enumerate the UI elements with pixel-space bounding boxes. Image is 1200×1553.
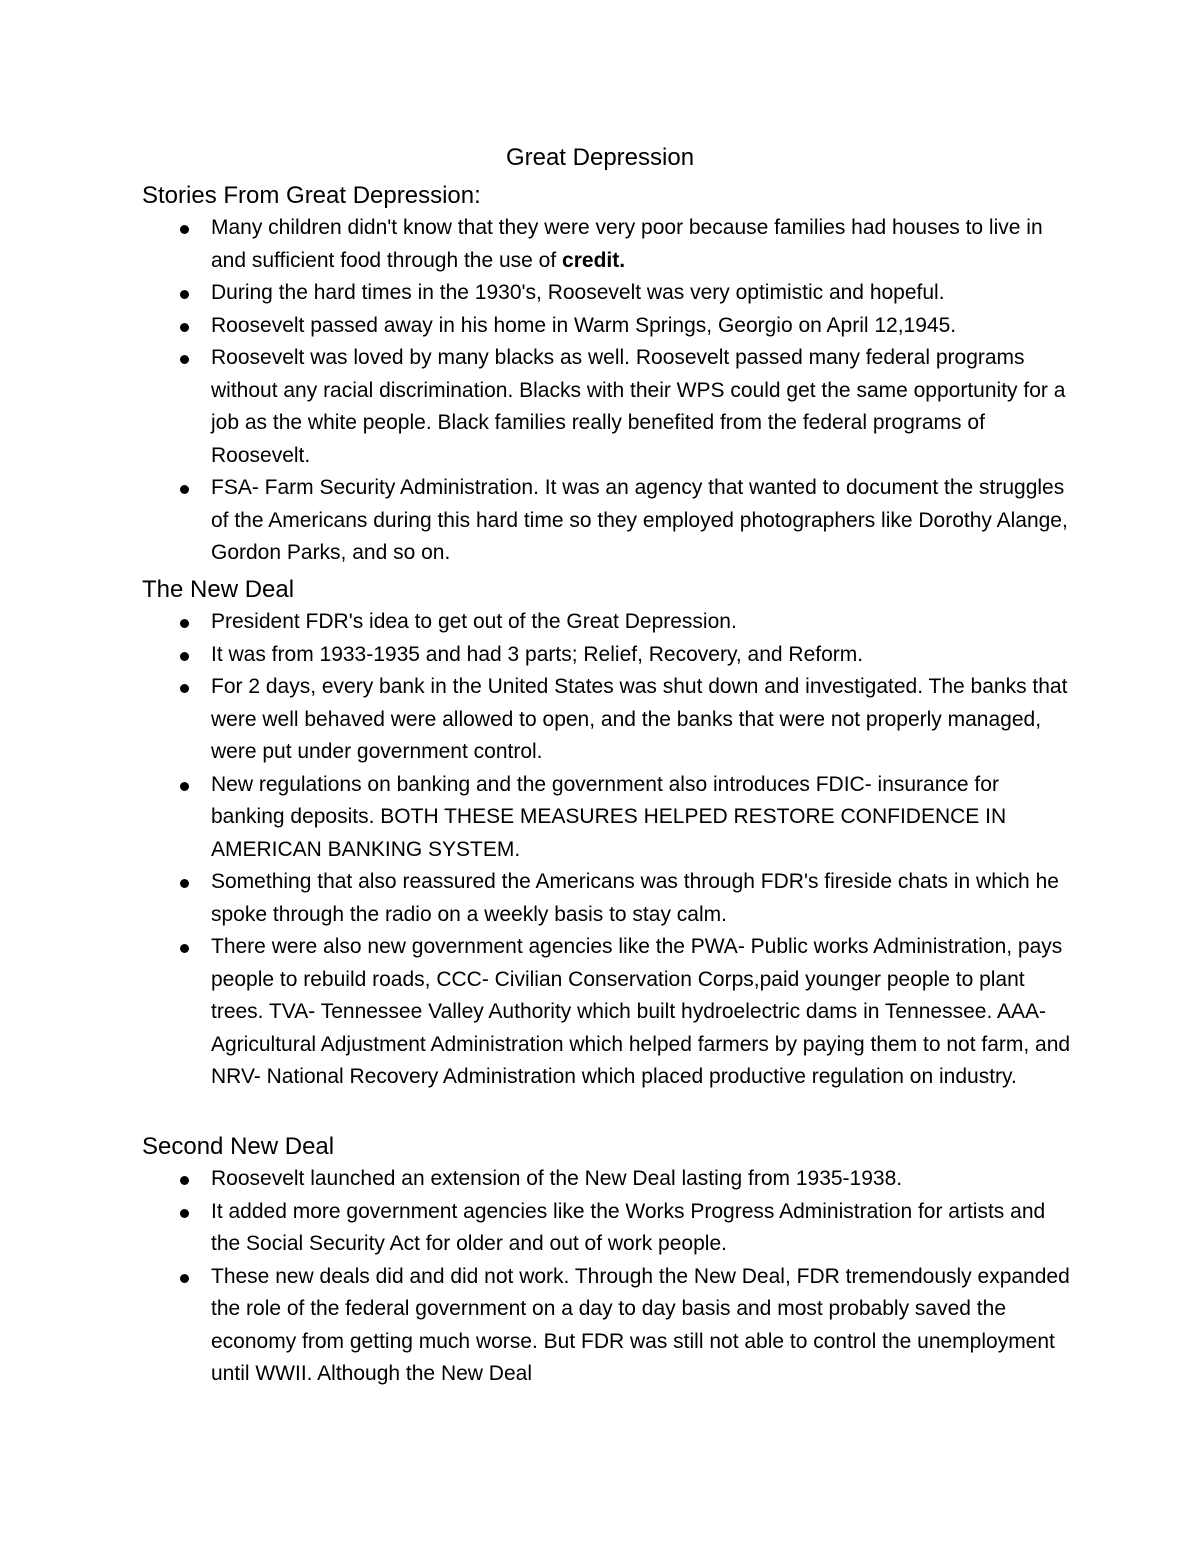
list-item-text: Something that also reassured the Americans was through FDR's fireside chats in which he spoke through the radio on a weekly basis to stay calm. bbox=[211, 870, 1059, 926]
bullet-icon bbox=[180, 1274, 189, 1283]
list-item bbox=[142, 866, 1072, 931]
list-item-text: FSA- Farm Security Administration. It was an agency that wanted to document the struggles of the Americans during this hard time so they employed photographers like Dorothy Alange, Gordon Parks, and so on. bbox=[211, 476, 1068, 564]
list-item bbox=[142, 1261, 1072, 1391]
list-item-text: New regulations on banking and the government also introduces FDIC- insurance for banking deposits. BOTH THESE MEASURES HELPED RESTORE CONFIDENCE IN AMERICAN BANKING SYSTEM. bbox=[211, 772, 1007, 861]
bullet-icon bbox=[180, 879, 189, 888]
list-item-text: There were also new government agencies like the PWA- Public works Administration, pays people to rebuild roads, CCC- Civilian Conservation Corps,paid younger people to plant trees. TVA- Tennessee Valley Authority which built hydroelectric dams in Tennessee. AAA- Agricultural Adjustment Administration which helped farmers by paying them to not farm, and NRV- National Recovery Administration which placed productive regulation on industry. bbox=[211, 935, 1071, 1088]
list-item bbox=[142, 310, 1072, 343]
section-stories bbox=[142, 180, 1072, 570]
bullet-icon bbox=[180, 619, 189, 628]
bullet-list bbox=[142, 606, 1072, 1094]
bullet-icon bbox=[180, 323, 189, 332]
list-item bbox=[142, 1163, 1072, 1196]
list-item-text: For 2 days, every bank in the United States was shut down and investigated. The banks that were well behaved were allowed to open, and the banks that were not properly managed, were put under government control. bbox=[211, 675, 1068, 763]
list-item-text: These new deals did and did not work. Through the New Deal, FDR tremendously expanded the role of the federal government on a day to day basis and most probably saved the economy from getting much worse. But FDR was still not able to control the unemployment until WWII. Although the New Deal bbox=[211, 1264, 1070, 1385]
bullet-icon bbox=[180, 1209, 189, 1218]
bullet-icon bbox=[180, 1176, 189, 1185]
section-heading: Second New Deal bbox=[142, 1133, 335, 1160]
bullet-icon bbox=[180, 652, 189, 661]
list-item bbox=[142, 606, 1072, 639]
document-title: Great Depression bbox=[505, 144, 695, 171]
list-item-text: During the hard times in the 1930's, Roosevelt was very optimistic and hopeful. bbox=[211, 281, 945, 304]
list-item-text: It was from 1933-1935 and had 3 parts; Relief, Recovery, and Reform. bbox=[211, 642, 864, 666]
list-item bbox=[142, 212, 1072, 277]
section-new-deal bbox=[142, 574, 1072, 1094]
list-item bbox=[142, 1196, 1072, 1261]
list-item-text: Roosevelt was loved by many blacks as well. Roosevelt passed many federal programs without any racial discrimination. Blacks with their WPS could get the same opportunity for a job as the white people. Black families really benefited from the federal programs of Roosevelt. bbox=[211, 346, 1066, 467]
list-item-text: Roosevelt passed away in his home in Warm Springs, Georgio on April 12,1945. bbox=[211, 313, 957, 337]
bullet-icon bbox=[180, 782, 189, 791]
list-item bbox=[142, 472, 1072, 570]
bullet-list bbox=[142, 1163, 1072, 1391]
section-heading: Stories From Great Depression: bbox=[142, 182, 481, 209]
list-item bbox=[142, 639, 1072, 672]
bullet-list bbox=[142, 212, 1072, 570]
section-heading: The New Deal bbox=[142, 576, 295, 603]
list-item bbox=[142, 671, 1072, 769]
bullet-icon bbox=[180, 485, 189, 494]
list-item bbox=[142, 277, 1072, 310]
list-item bbox=[142, 769, 1072, 867]
list-item-text: Roosevelt launched an extension of the New Deal lasting from 1935-1938. bbox=[211, 1167, 903, 1190]
list-item bbox=[142, 342, 1072, 472]
bullet-icon bbox=[180, 355, 189, 364]
list-item bbox=[142, 931, 1072, 1094]
list-item-text: Many children didn't know that they were very poor because families had houses to live in and sufficient food through the use of bbox=[211, 216, 1043, 272]
bullet-icon bbox=[180, 225, 189, 234]
bullet-icon bbox=[180, 944, 189, 953]
section-second-new-deal bbox=[142, 1131, 1072, 1391]
list-item-text: President FDR's idea to get out of the Great Depression. bbox=[211, 610, 737, 633]
bullet-icon bbox=[180, 684, 189, 693]
list-item-bold-text: credit. bbox=[562, 248, 626, 272]
list-item-text: It added more government agencies like the Works Progress Administration for artists and the Social Security Act for older and out of work people. bbox=[211, 1199, 1046, 1255]
bullet-icon bbox=[180, 290, 189, 299]
